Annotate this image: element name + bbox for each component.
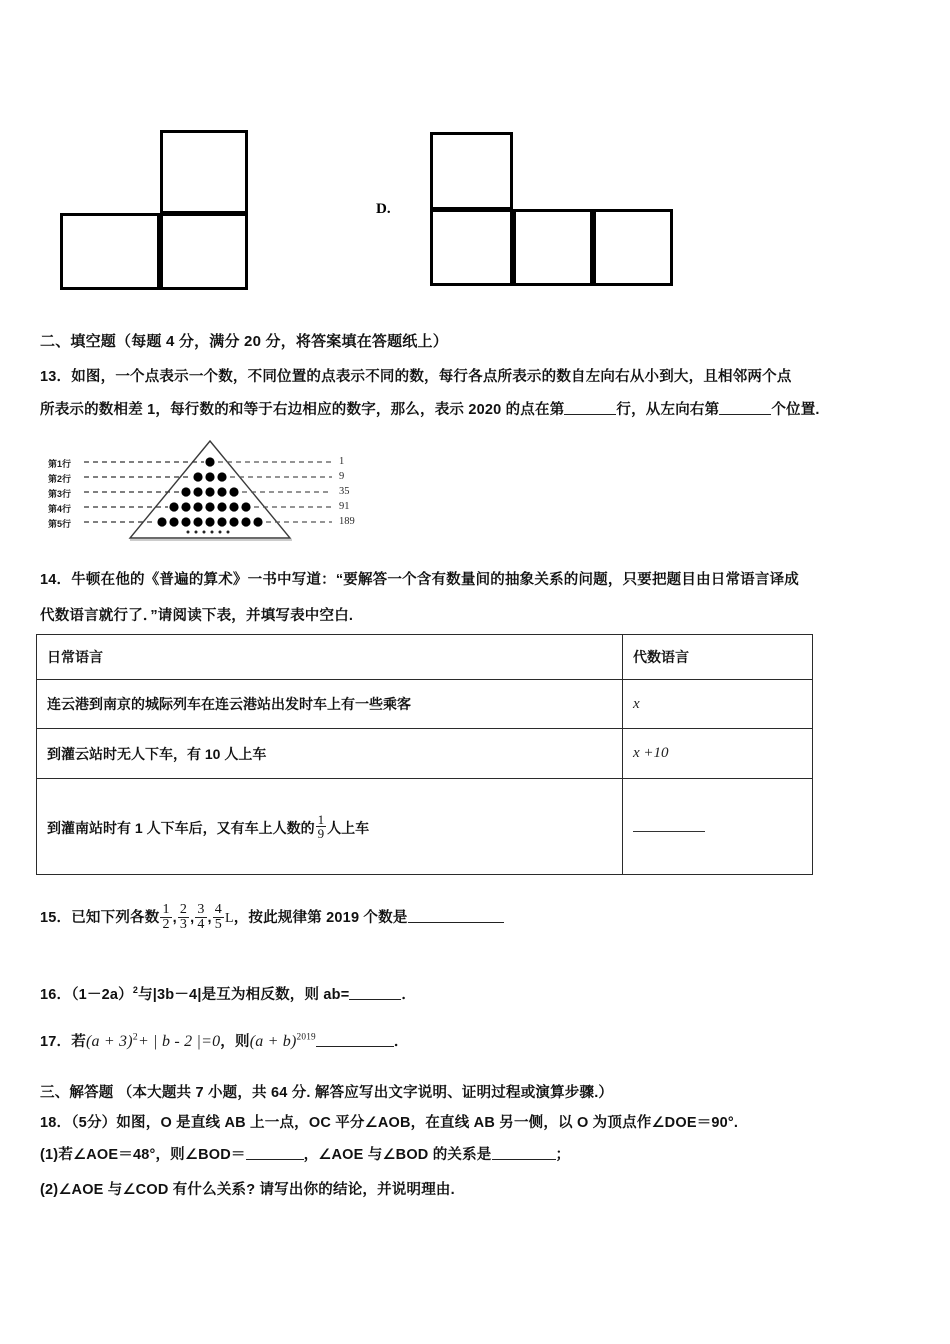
section-two-heading: 二、填空题（每题 4 分，满分 20 分，将答案填在答题纸上） xyxy=(40,333,448,350)
table-row xyxy=(37,680,813,729)
shape-square xyxy=(513,209,593,286)
q17-prefix: 17．若 xyxy=(40,1034,86,1050)
table-row xyxy=(37,779,813,875)
language-table xyxy=(36,634,813,875)
fraction-2-3 xyxy=(178,903,189,933)
fraction-numerator: 3 xyxy=(197,902,205,917)
triangle-row-label: 第3行 xyxy=(48,489,72,499)
q16-exponent: 2 xyxy=(132,985,139,996)
q13-line2-part-b: 行，从左向右第 xyxy=(616,402,720,418)
fraction-1-2 xyxy=(160,903,171,933)
table-cell-algebra: x +10 xyxy=(623,729,813,779)
section-three-heading: 三、解答题 （本大题共 7 小题，共 64 分. 解答应写出文字说明、证明过程或演算步骤.） xyxy=(40,1085,614,1101)
triangle-row-value: 91 xyxy=(339,501,350,512)
q17-line xyxy=(40,1030,409,1051)
q17-middle: ，则 xyxy=(220,1034,250,1050)
q16-text-c: ． xyxy=(401,987,417,1003)
continuation-dots xyxy=(187,531,230,534)
q17-expr2-exponent: 2019 xyxy=(296,1032,316,1043)
q13-answer-blank-row[interactable] xyxy=(564,403,616,415)
q17-expression-2 xyxy=(250,1033,316,1050)
q18-answer-blank-relation[interactable] xyxy=(492,1148,556,1160)
q13-line2-part-a: 所表示的数相差 1，每行数的和等于右边相应的数字，那么，表示 2020 的点在第 xyxy=(40,402,565,418)
q18-line2-part-c: ； xyxy=(555,1147,571,1163)
table-cell-daily-with-fraction xyxy=(37,779,623,875)
q13-line1: 13．如图，一个点表示一个数，不同位置的点表示不同的数，每行各点所表示的数自左向右从小到大，且相邻两个点 xyxy=(40,369,792,385)
triangle-row-label: 第4行 xyxy=(48,504,72,514)
triangle-row-label: 第2行 xyxy=(48,474,72,484)
q13-line2-part-c: 个位置. xyxy=(771,402,820,418)
dot-row-2 xyxy=(193,472,226,481)
q18-line2-part-a: (1)若∠AOE＝48°，则∠BOD＝ xyxy=(40,1147,246,1163)
dot-row-3 xyxy=(181,487,238,496)
q17-expr1-rest: + | b - 2 |=0 xyxy=(137,1033,221,1050)
table-cell-daily: 连云港到南京的城际列车在连云港站出发时车上有一些乘客 xyxy=(37,680,623,729)
comma-sep: , xyxy=(172,910,177,927)
table-cell-algebra: x xyxy=(623,680,813,729)
triangle-svg xyxy=(40,437,380,545)
dot-row-5 xyxy=(157,517,262,526)
comma-sep: , xyxy=(207,910,212,927)
q14-line2: 代数语言就行了．”请阅读下表，并填写表中空白. xyxy=(40,608,354,624)
triangle-row-value: 189 xyxy=(339,516,355,527)
table-header-daily: 日常语言 xyxy=(37,635,623,680)
table-row xyxy=(37,729,813,779)
q17-expr2-base: (a + b) xyxy=(249,1033,297,1050)
triangle-row-label: 第5行 xyxy=(48,519,72,529)
triangle-dot-figure xyxy=(40,437,380,545)
q17-answer-blank[interactable] xyxy=(316,1035,394,1047)
table-cell-algebra-blank[interactable] xyxy=(623,779,813,875)
shape-square xyxy=(430,132,513,210)
fraction-3-4 xyxy=(195,903,206,933)
fraction-denominator: 5 xyxy=(214,917,222,933)
q14-line1: 14．牛顿在他的《普遍的算术》一书中写道：“要解答一个含有数量间的抽象关系的问题，只要把题目由日常语言译成 xyxy=(40,572,799,588)
fraction-denominator: 2 xyxy=(162,917,170,933)
q18-answer-blank-bod[interactable] xyxy=(246,1148,304,1160)
q15-answer-blank[interactable] xyxy=(408,911,504,923)
q18-line2 xyxy=(40,1143,570,1164)
q18-line2-part-b: ，∠AOE 与∠BOD 的关系是 xyxy=(303,1147,492,1163)
table-cell-daily: 到灌云站时无人下车，有 10 人上车 xyxy=(37,729,623,779)
q18-line3: (2)∠AOE 与∠COD 有什么关系? 请写出你的结论，并说明理由. xyxy=(40,1182,455,1198)
shape-square xyxy=(160,130,248,214)
fraction-numerator: 4 xyxy=(214,902,222,917)
shape-square xyxy=(60,213,160,290)
table-header-row xyxy=(37,635,813,680)
q17-expr1-base: (a + 3) xyxy=(85,1033,133,1050)
shape-square xyxy=(160,213,248,290)
shape-square xyxy=(430,209,513,286)
q13-line2 xyxy=(40,398,820,419)
q16-line xyxy=(40,983,416,1004)
option-d-label: D. xyxy=(376,201,391,217)
fraction-numerator: 2 xyxy=(179,902,188,917)
triangle-row-value: 1 xyxy=(339,456,345,467)
triangle-row-label: 第1行 xyxy=(48,459,72,469)
shape-square xyxy=(593,209,673,286)
q16-answer-blank[interactable] xyxy=(349,988,401,1000)
q16-text-a: 16．（1－2a） xyxy=(40,987,133,1003)
triangle-row-value: 9 xyxy=(339,471,345,482)
fraction-numerator: 1 xyxy=(162,902,170,917)
dot-row-1 xyxy=(205,457,214,466)
table-cell-text-post: 人上车 xyxy=(327,819,370,836)
fraction-denominator: 4 xyxy=(197,917,205,933)
triangle-row-value: 35 xyxy=(339,486,350,497)
comma-sep: , xyxy=(190,910,195,927)
fraction-denominator: 9 xyxy=(317,826,325,841)
table-header-algebra: 代数语言 xyxy=(623,635,813,680)
q16-text-b: 与|3b－4|是互为相反数，则 ab= xyxy=(138,987,350,1003)
ellipsis-glyph: L xyxy=(224,911,234,927)
dot-row-4 xyxy=(169,502,250,511)
q13-answer-blank-position[interactable] xyxy=(719,403,771,415)
q15-line xyxy=(40,903,504,933)
fraction-4-5 xyxy=(213,903,224,933)
q18-line1: 18．（5分）如图，O 是直线 AB 上一点，OC 平分∠AOB，在直线 AB 另一侧，以 O 为顶点作∠DOE＝90°. xyxy=(40,1115,739,1131)
q15-suffix: ，按此规律第 2019 个数是 xyxy=(233,910,408,927)
algebra-answer-blank[interactable] xyxy=(633,818,705,832)
q17-suffix: ． xyxy=(393,1034,409,1050)
q17-expression-1 xyxy=(86,1033,220,1050)
table-cell-text-pre: 到灌南站时有 1 人下车后，又有车上人数的 xyxy=(47,819,315,836)
q17-expr1-exponent: 2 xyxy=(132,1031,138,1043)
fraction-denominator: 3 xyxy=(179,917,188,933)
q15-prefix: 15．已知下列各数 xyxy=(40,910,160,927)
fraction-numerator: 1 xyxy=(317,811,325,827)
fraction-one-ninth xyxy=(316,813,327,841)
